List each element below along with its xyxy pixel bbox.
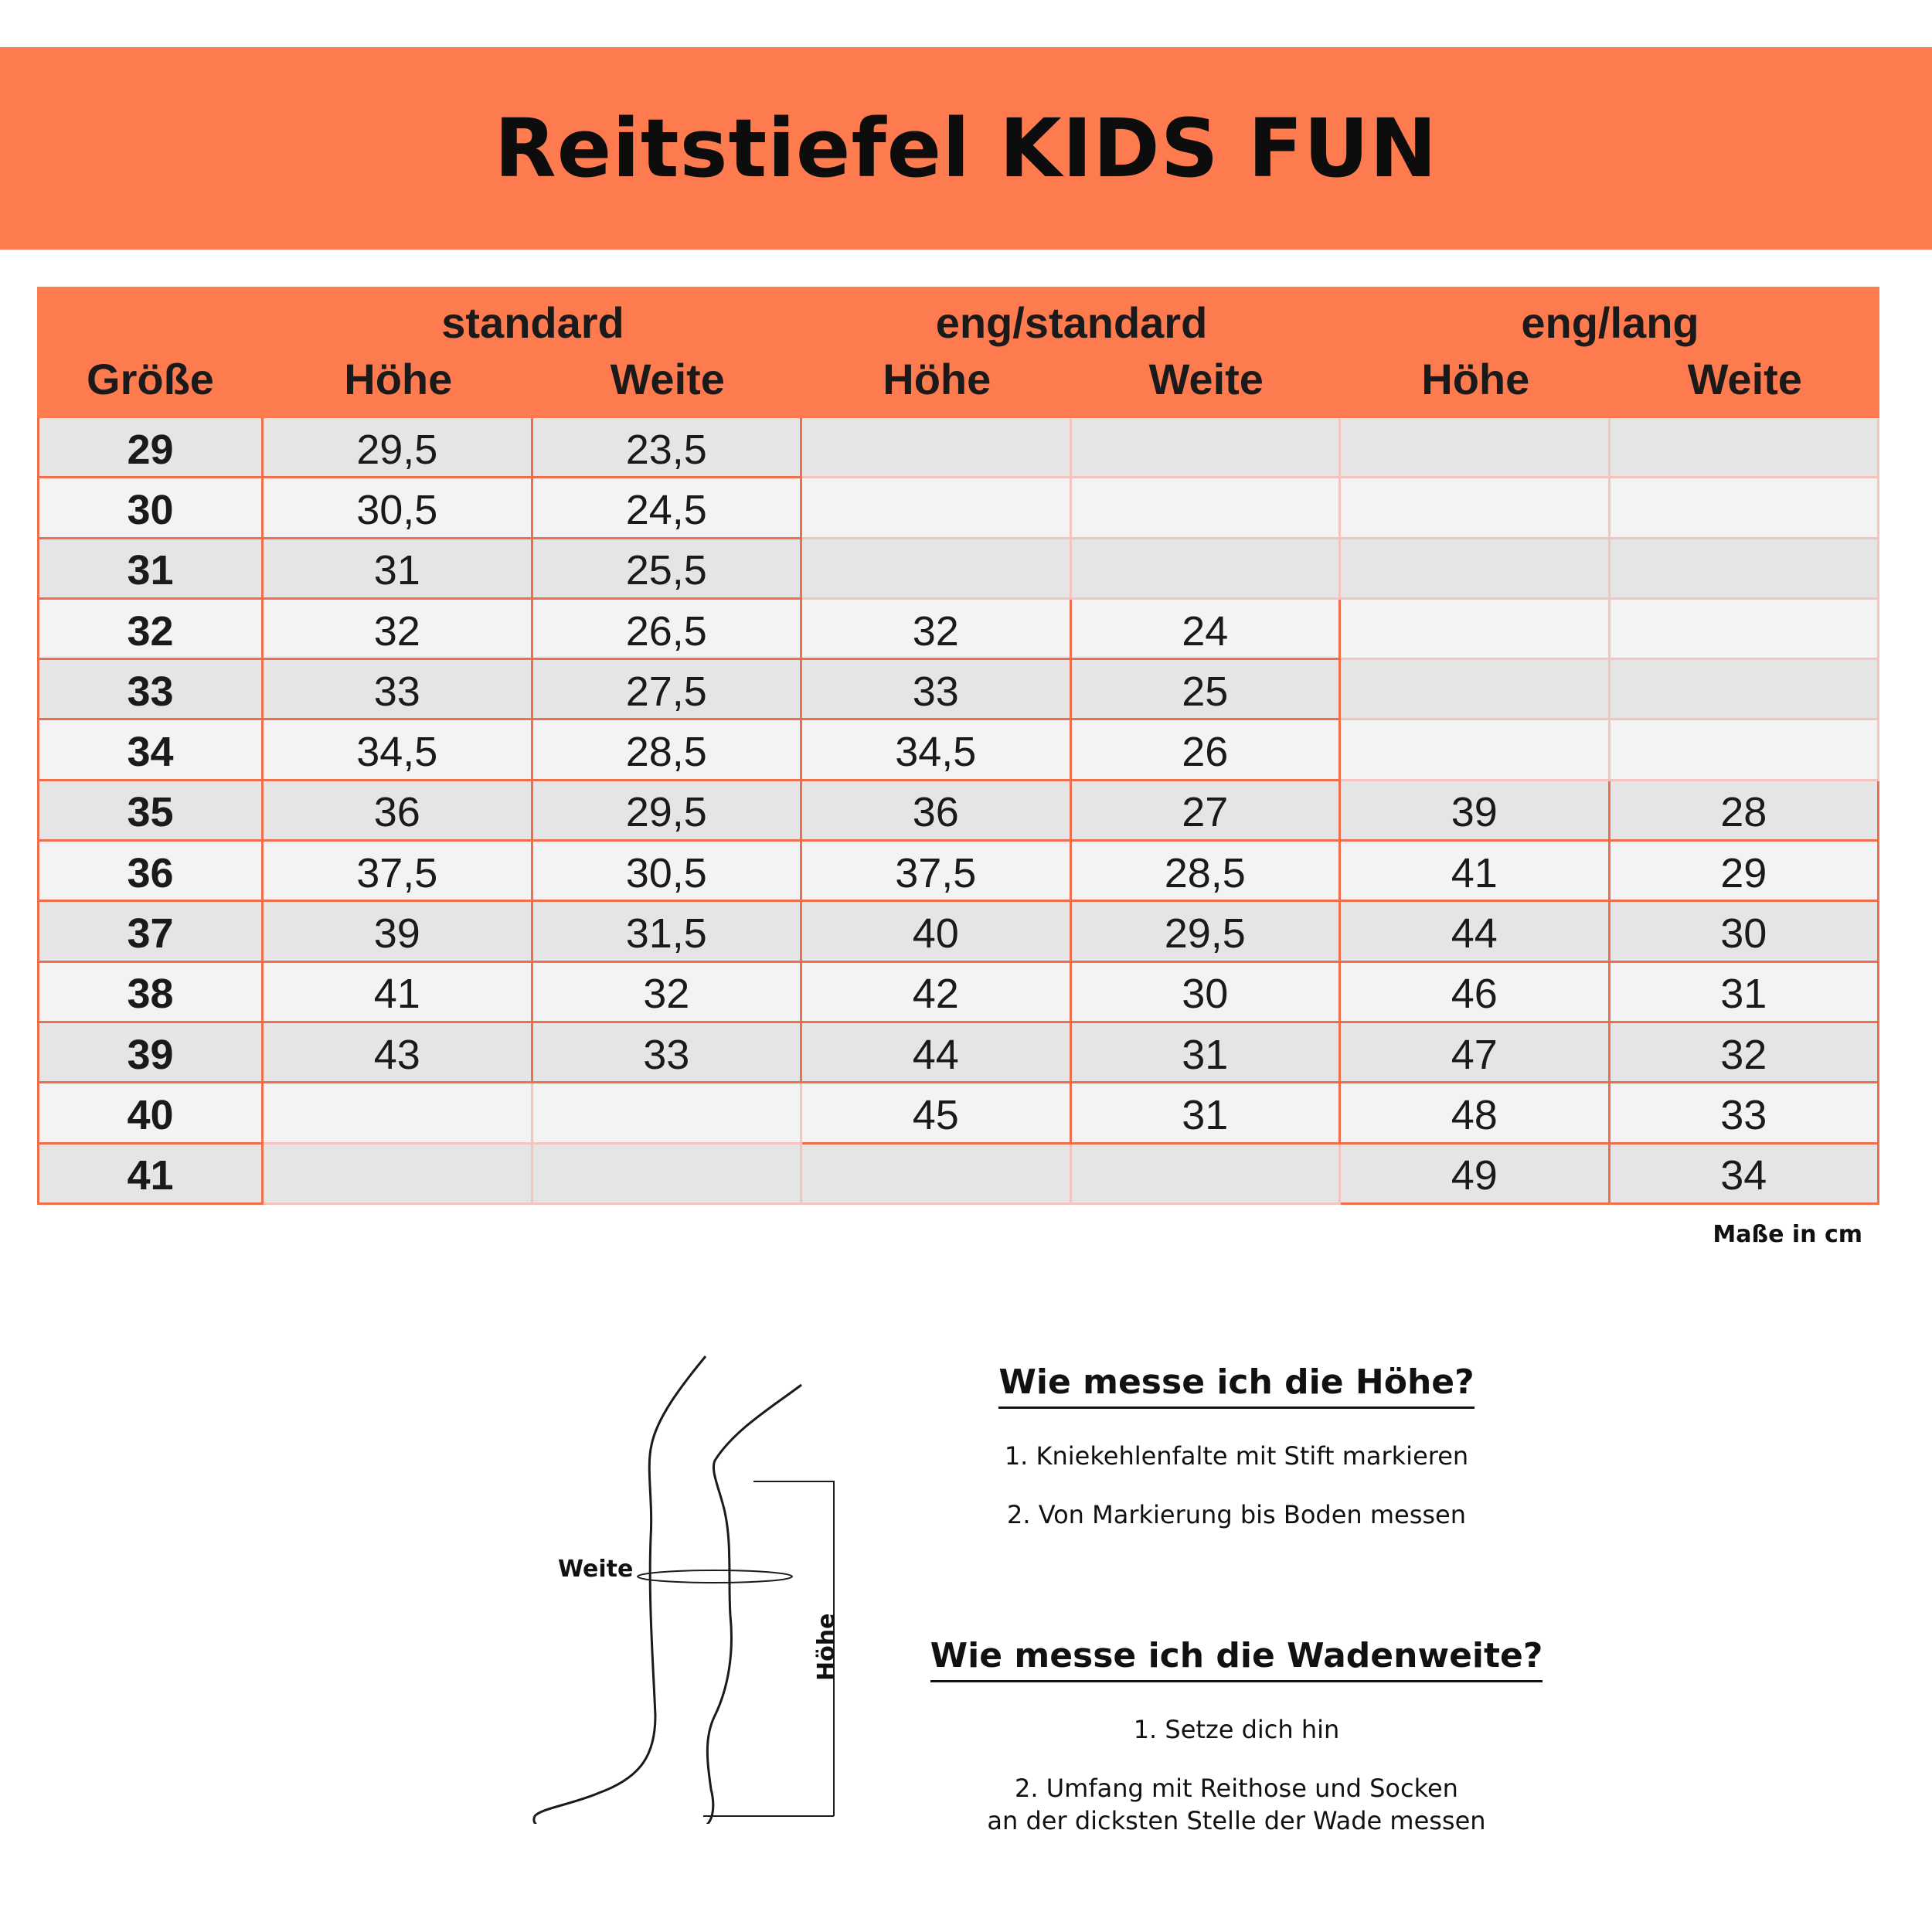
table-cell-standard-height: 31 [264,539,533,600]
table-cell-eng-lang-height [1341,600,1611,660]
table-cell-standard-height: 39 [264,902,533,962]
table-cell-eng-standard-width [1072,478,1342,539]
table-cell-eng-standard-width: 25 [1072,660,1342,720]
table-cell-eng-standard-width: 28,5 [1072,842,1342,902]
group-header-eng-lang: eng/lang [1341,287,1879,352]
howto-calf-step-2 [927,1772,1546,1837]
howto-calf-step-2-line-2: an der dicksten Stelle der Wade messen [987,1806,1486,1835]
table-cell-eng-lang-height: 39 [1341,781,1611,842]
table-cell-standard-width: 29,5 [533,781,803,842]
howto-height-title: Wie messe ich die Höhe? [998,1362,1474,1409]
table-cell-eng-lang-width [1611,418,1880,478]
table-cell-eng-standard-width: 31 [1072,1023,1342,1083]
table-cell-size: 37 [37,902,264,962]
table-cell-standard-height: 43 [264,1023,533,1083]
table-cell-eng-lang-width [1611,600,1880,660]
table-cell-size: 30 [37,478,264,539]
hoehe-label: Höhe [813,1613,840,1681]
table-cell-standard-width: 30,5 [533,842,803,902]
table-cell-standard-width: 26,5 [533,600,803,660]
column-header-size: Größe [37,352,264,418]
table-cell-eng-lang-height: 47 [1341,1023,1611,1083]
table-cell-eng-standard-width: 30 [1072,963,1342,1023]
table-cell-standard-width: 32 [533,963,803,1023]
table-cell-eng-lang-height [1341,478,1611,539]
table-cell-standard-height: 34,5 [264,720,533,781]
table-cell-eng-standard-height: 36 [802,781,1072,842]
table-cell-size: 31 [37,539,264,600]
table-cell-eng-lang-height: 48 [1341,1083,1611,1144]
table-cell-eng-lang-height [1341,418,1611,478]
page-title: Reitstiefel KIDS FUN [494,101,1438,196]
table-cell-eng-lang-width [1611,720,1880,781]
table-cell-standard-width: 23,5 [533,418,803,478]
unit-note: Maße in cm [1713,1221,1862,1248]
table-cell-eng-standard-width: 26 [1072,720,1342,781]
table-cell-standard-height: 37,5 [264,842,533,902]
calf-width-ellipse [638,1570,792,1583]
table-cell-eng-lang-width: 30 [1611,902,1880,962]
table-cell-eng-standard-height [802,539,1072,600]
table-cell-standard-width: 31,5 [533,902,803,962]
table-cell-standard-height: 29,5 [264,418,533,478]
table-cell-standard-width [533,1145,803,1205]
boot-outline [534,1356,801,1824]
table-cell-standard-width [533,1083,803,1144]
table-cell-standard-width: 27,5 [533,660,803,720]
table-cell-eng-lang-width: 31 [1611,963,1880,1023]
table-cell-eng-lang-height [1341,660,1611,720]
table-cell-eng-lang-width [1611,478,1880,539]
column-header-standard-width: Weite [533,352,803,418]
group-header-eng-standard: eng/standard [802,287,1341,352]
table-cell-size: 39 [37,1023,264,1083]
table-cell-standard-width: 25,5 [533,539,803,600]
table-cell-size: 34 [37,720,264,781]
table-cell-eng-lang-height [1341,720,1611,781]
table-cell-eng-standard-height [802,1145,1072,1205]
table-cell-standard-height: 32 [264,600,533,660]
table-cell-eng-standard-width [1072,539,1342,600]
table-cell-eng-lang-width: 34 [1611,1145,1880,1205]
table-cell-size: 32 [37,600,264,660]
column-header-eng-lang-width: Weite [1611,352,1880,418]
table-cell-eng-standard-width: 27 [1072,781,1342,842]
table-cell-eng-lang-height: 46 [1341,963,1611,1023]
table-cell-eng-standard-width: 29,5 [1072,902,1342,962]
table-cell-size: 38 [37,963,264,1023]
howto-calf-step-1: 1. Setze dich hin [1133,1715,1340,1744]
column-header-eng-lang-height: Höhe [1341,352,1611,418]
howto-calf-title: Wie messe ich die Wadenweite? [930,1636,1543,1682]
table-cell-standard-width: 24,5 [533,478,803,539]
table-cell-eng-lang-width: 28 [1611,781,1880,842]
table-cell-size: 40 [37,1083,264,1144]
header-blank [37,287,264,352]
table-cell-eng-lang-width [1611,539,1880,600]
table-cell-eng-standard-height: 40 [802,902,1072,962]
table-cell-standard-width: 33 [533,1023,803,1083]
howto-height-step-2: 2. Von Markierung bis Boden messen [1006,1500,1467,1529]
table-cell-standard-width: 28,5 [533,720,803,781]
table-cell-standard-height: 30,5 [264,478,533,539]
table-cell-eng-standard-height: 44 [802,1023,1072,1083]
table-cell-standard-height: 33 [264,660,533,720]
table-cell-size: 29 [37,418,264,478]
howto-calf-step-2-line-1: 2. Umfang mit Reithose und Socken [1015,1774,1458,1803]
table-cell-eng-standard-height: 45 [802,1083,1072,1144]
table-cell-eng-standard-height: 34,5 [802,720,1072,781]
column-header-eng-standard-height: Höhe [802,352,1072,418]
table-cell-eng-standard-height [802,478,1072,539]
table-cell-eng-lang-height [1341,539,1611,600]
howto-calf-section [927,1636,1546,1837]
table-cell-eng-standard-width [1072,1145,1342,1205]
table-cell-eng-standard-height: 42 [802,963,1072,1023]
group-header-standard: standard [264,287,802,352]
column-header-standard-height: Höhe [264,352,533,418]
table-cell-eng-lang-height: 44 [1341,902,1611,962]
table-cell-standard-height [264,1083,533,1144]
table-cell-eng-standard-height [802,418,1072,478]
table-cell-eng-lang-width [1611,660,1880,720]
title-banner [0,47,1932,250]
table-cell-standard-height: 36 [264,781,533,842]
table-cell-size: 36 [37,842,264,902]
table-cell-standard-height [264,1145,533,1205]
boot-measurement-diagram [526,1345,896,1824]
table-cell-eng-standard-width [1072,418,1342,478]
table-cell-standard-height: 41 [264,963,533,1023]
table-cell-size: 35 [37,781,264,842]
table-cell-eng-standard-width: 31 [1072,1083,1342,1144]
table-cell-eng-lang-height: 41 [1341,842,1611,902]
table-cell-eng-lang-height: 49 [1341,1145,1611,1205]
table-cell-size: 33 [37,660,264,720]
weite-label: Weite [558,1556,634,1583]
table-cell-eng-lang-width: 29 [1611,842,1880,902]
table-cell-eng-lang-width: 32 [1611,1023,1880,1083]
size-table [37,287,1879,1205]
table-cell-eng-standard-width: 24 [1072,600,1342,660]
table-cell-eng-lang-width: 33 [1611,1083,1880,1144]
column-header-eng-standard-width: Weite [1072,352,1342,418]
howto-height-section [927,1362,1546,1531]
table-cell-eng-standard-height: 32 [802,600,1072,660]
table-cell-size: 41 [37,1145,264,1205]
table-cell-eng-standard-height: 37,5 [802,842,1072,902]
howto-height-step-1: 1. Kniekehlenfalte mit Stift markieren [1004,1441,1469,1471]
table-cell-eng-standard-height: 33 [802,660,1072,720]
